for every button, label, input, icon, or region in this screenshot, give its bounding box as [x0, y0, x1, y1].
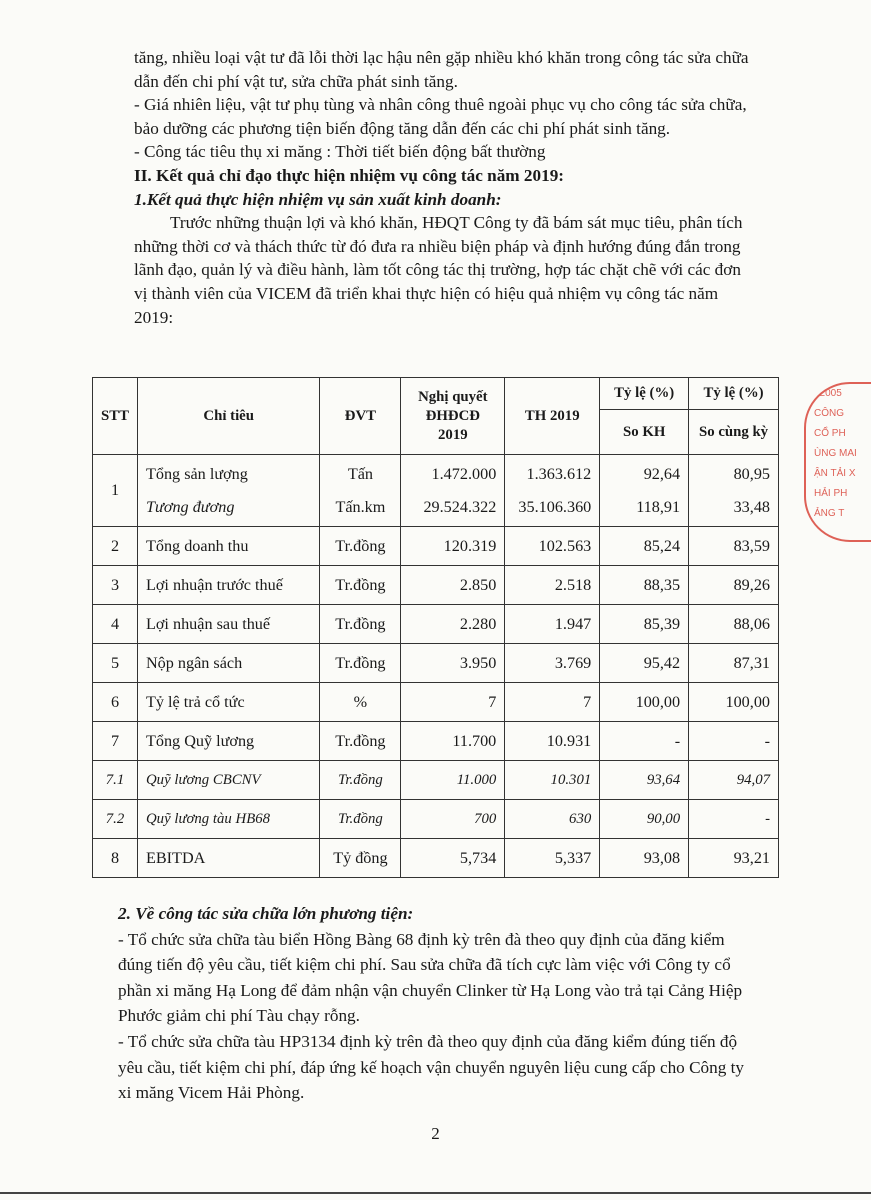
cell-th: 35.106.360 — [518, 497, 592, 516]
cell-name: Quỹ lương tàu HB68 — [137, 800, 319, 839]
cell-so-cung-ky: - — [689, 800, 779, 839]
cell-dvt: Tr.đồng — [320, 722, 401, 761]
cell-dvt: Tr.đồng — [320, 761, 401, 800]
cell-name: Lợi nhuận sau thuế — [137, 605, 319, 644]
cell-so-kh: 95,42 — [600, 644, 689, 683]
section-2-paragraph-1: - Tổ chức sửa chữa tàu biển Hồng Bàng 68 định kỳ trên đà theo quy định của đăng kiểm đúng tiến độ yêu cầu, tiết kiệm chi phí. Sau sửa chữa đã tích cực làm việc với Công ty cổ phần xi măng Hạ Long để đảm nhận vận chuyển Clinker từ Hạ Long vào trả tại Cảng Hiệp Phước giảm chi phí Tàu chạy rỗng. — [118, 929, 743, 1026]
cell-so-cung-ky: - — [689, 722, 779, 761]
cell-dvt: Tấn.km — [335, 497, 386, 516]
cell-stt: 3 — [93, 566, 138, 605]
header-so-kh: So KH — [600, 410, 689, 455]
cell-stt: 8 — [93, 839, 138, 878]
seal-text: HẢI PH — [814, 488, 848, 499]
table-row — [93, 722, 779, 761]
cell-dvt: Tr.đồng — [320, 800, 401, 839]
cell-so-cung-ky: 80,95 — [733, 464, 770, 483]
cell-name: Tương đương — [145, 497, 235, 516]
cell-stt: 2 — [93, 527, 138, 566]
table-row — [93, 761, 779, 800]
cell-th: 7 — [505, 683, 600, 722]
cell-so-cung-ky: 89,26 — [689, 566, 779, 605]
seal-text: CỔ PH — [814, 428, 846, 439]
cell-stt: 7.2 — [93, 800, 138, 839]
cell-so-cung-ky: 94,07 — [689, 761, 779, 800]
cell-th: 10.931 — [505, 722, 600, 761]
cell-th: 102.563 — [505, 527, 600, 566]
cell-stt: 7 — [93, 722, 138, 761]
cell-so-kh: 88,35 — [600, 566, 689, 605]
table-row — [93, 527, 779, 566]
page-bottom-rule — [0, 1192, 871, 1194]
cell-nghi-quyet: 5,734 — [401, 839, 505, 878]
header-chi-tieu: Chỉ tiêu — [137, 378, 319, 455]
cell-so-cung-ky: 88,06 — [689, 605, 779, 644]
section-heading-main: II. Kết quả chỉ đạo thực hiện nhiệm vụ công tác năm 2019: — [134, 165, 565, 185]
table-row — [93, 839, 779, 878]
cell-name: Tỷ lệ trả cổ tức — [137, 683, 319, 722]
cell-so-kh: 100,00 — [600, 683, 689, 722]
cell-name: Nộp ngân sách — [137, 644, 319, 683]
intro-paragraph-2: - Giá nhiên liệu, vật tư phụ tùng và nhân công thuê ngoài phục vụ cho công tác sửa chữa, bảo dưỡng các phương tiện biến động tăng dẫn đến các chi phí phát sinh tăng. — [134, 95, 747, 138]
cell-stt: 6 — [93, 683, 138, 722]
cell-so-cung-ky: 83,59 — [689, 527, 779, 566]
cell-so-cung-ky: 100,00 — [689, 683, 779, 722]
cell-th: 10.301 — [505, 761, 600, 800]
intro-paragraph-3: - Công tác tiêu thụ xi măng : Thời tiết biến động bất thường — [134, 142, 546, 162]
cell-so-kh: 90,00 — [600, 800, 689, 839]
seal-text: ẢNG T — [814, 508, 845, 519]
cell-so-cung-ky: 33,48 — [733, 497, 770, 516]
header-dvt: ĐVT — [320, 378, 401, 455]
cell-so-kh: 92,64 — [643, 464, 681, 483]
page-number: 2 — [431, 1124, 440, 1143]
cell-stt: 7.1 — [93, 761, 138, 800]
cell-nghi-quyet: 3.950 — [401, 644, 505, 683]
section-2-heading: 2. Về công tác sửa chữa lớn phương tiện: — [118, 904, 414, 923]
table-row — [93, 566, 779, 605]
cell-so-kh: 93,64 — [600, 761, 689, 800]
seal-text: 02005 — [814, 388, 842, 399]
cell-name: Tổng sản lượng — [145, 464, 248, 483]
cell-so-cung-ky: 93,21 — [689, 839, 779, 878]
table-body — [93, 527, 779, 878]
cell-so-kh: 85,39 — [600, 605, 689, 644]
table-row — [93, 644, 779, 683]
header-ty-le-1: Tỷ lệ (%) — [600, 378, 689, 410]
cell-so-cung-ky: 87,31 — [689, 644, 779, 683]
cell-dvt: Tỷ đồng — [320, 839, 401, 878]
results-table — [92, 377, 779, 878]
cell-so-kh: 93,08 — [600, 839, 689, 878]
header-nghi-quyet: Nghị quyết ĐHĐCĐ 2019 — [401, 378, 505, 455]
intro-section — [134, 46, 754, 329]
company-seal — [804, 382, 871, 542]
cell-nghi-quyet: 1.472.000 — [431, 464, 497, 483]
table-row — [93, 455, 779, 527]
cell-dvt: Tr.đồng — [320, 527, 401, 566]
cell-th: 1.947 — [505, 605, 600, 644]
seal-text: CÔNG — [814, 408, 844, 419]
cell-name: Tổng Quỹ lương — [137, 722, 319, 761]
table-row — [93, 683, 779, 722]
cell-dvt: Tr.đồng — [320, 566, 401, 605]
cell-so-kh: - — [600, 722, 689, 761]
cell-th: 630 — [505, 800, 600, 839]
repair-section — [118, 901, 758, 1106]
section-2-paragraph-2: - Tổ chức sửa chữa tàu HP3134 định kỳ trên đà theo quy định của đăng kiểm đúng tiến độ yêu cầu, tiết kiệm chi phí, đáp ứng kế hoạch vận chuyển nguyên liệu cung cấp cho Công ty xi măng Vicem Hải Phòng. — [118, 1031, 744, 1103]
cell-stt: 4 — [93, 605, 138, 644]
cell-name: Lợi nhuận trước thuế — [137, 566, 319, 605]
cell-th: 5,337 — [505, 839, 600, 878]
cell-nghi-quyet: 2.280 — [401, 605, 505, 644]
header-stt: STT — [93, 378, 138, 455]
intro-body: Trước những thuận lợi và khó khăn, HĐQT Công ty đã bám sát mục tiêu, phân tích những thời cơ và thách thức từ đó đưa ra nhiều biện pháp và định hướng đúng đắn trong lãnh đạo, quản lý và điều hành, làm tốt công tác thị trường, hợp tác chặt chẽ với các đơn vị thành viên của VICEM đã triển khai thực hiện có hiệu quả nhiệm vụ công tác năm 2019: — [134, 213, 743, 327]
cell-nghi-quyet: 700 — [401, 800, 505, 839]
cell-so-kh: 85,24 — [600, 527, 689, 566]
cell-dvt: Tr.đồng — [320, 605, 401, 644]
cell-stt: 5 — [93, 644, 138, 683]
cell-dvt: Tr.đồng — [320, 644, 401, 683]
header-th-2019: TH 2019 — [505, 378, 600, 455]
cell-th: 1.363.612 — [526, 464, 592, 483]
cell-nghi-quyet: 120.319 — [401, 527, 505, 566]
table-row — [93, 605, 779, 644]
seal-text: ÙNG MAI — [814, 448, 857, 459]
cell-name: EBITDA — [137, 839, 319, 878]
cell-dvt: % — [320, 683, 401, 722]
cell-name: Quỹ lương CBCNV — [137, 761, 319, 800]
cell-so-kh: 118,91 — [636, 497, 681, 516]
cell-nghi-quyet: 2.850 — [401, 566, 505, 605]
cell-th: 3.769 — [505, 644, 600, 683]
cell-nghi-quyet: 11.000 — [401, 761, 505, 800]
intro-paragraph-1: tăng, nhiều loại vật tư đã lỗi thời lạc hậu nên gặp nhiều khó khăn trong công tác sửa chữa dẫn đến chi phí vật tư, sửa chữa phát sinh tăng. — [134, 48, 749, 91]
cell-nghi-quyet: 29.524.322 — [423, 497, 497, 516]
header-ty-le-2: Tỷ lệ (%) — [689, 378, 779, 410]
cell-stt: 1 — [93, 455, 138, 527]
cell-nghi-quyet: 11.700 — [401, 722, 505, 761]
header-so-cung-ky: So cùng kỳ — [689, 410, 779, 455]
cell-dvt: Tấn — [347, 464, 373, 483]
seal-text: ẬN TẢI X — [814, 468, 856, 479]
cell-name: Tổng doanh thu — [137, 527, 319, 566]
cell-nghi-quyet: 7 — [401, 683, 505, 722]
section-heading-sub: 1.Kết quả thực hiện nhiệm vụ sản xuất kinh doanh: — [134, 189, 502, 209]
table-row — [93, 800, 779, 839]
cell-th: 2.518 — [505, 566, 600, 605]
